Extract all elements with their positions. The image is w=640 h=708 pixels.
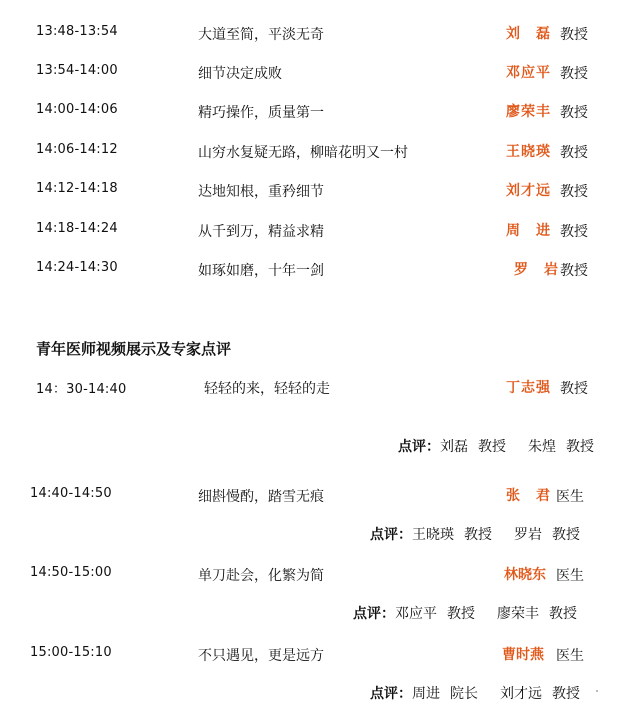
speaker-title: 教授 <box>560 184 588 200</box>
review-line <box>370 524 580 546</box>
reviewer-name: 廖荣丰 <box>497 606 539 622</box>
speaker-name: 刘 磊 <box>506 26 551 42</box>
reviewer-name: 王晓瑛 <box>412 527 454 543</box>
presenter-title: 医生 <box>556 648 584 664</box>
schedule-row <box>0 219 640 243</box>
video-topic: 轻轻的来，轻轻的走 <box>204 381 330 397</box>
speaker-title: 教授 <box>560 105 588 121</box>
time-slot: 14:00-14:06 <box>36 102 118 117</box>
time-slot: 14:06-14:12 <box>36 142 118 157</box>
reviewer-title: 教授 <box>549 606 577 622</box>
time-slot: 14:40-14:50 <box>30 486 112 501</box>
speaker-title: 教授 <box>560 224 588 240</box>
speaker-title: 教授 <box>560 27 588 43</box>
speaker-name: 刘才远 <box>506 183 551 199</box>
video-row <box>0 643 640 667</box>
reviewer-name: 周进 <box>412 686 440 702</box>
speaker-name: 王晓瑛 <box>506 144 551 160</box>
speaker-title: 教授 <box>560 263 588 279</box>
video-row <box>0 376 640 400</box>
time-slot: 13:48-13:54 <box>36 24 118 39</box>
schedule-row <box>0 258 640 282</box>
reviewer-name: 朱煌 <box>528 439 556 455</box>
presenter-name: 曹时燕 <box>502 647 544 663</box>
talk-topic: 细节决定成败 <box>198 66 282 82</box>
section-heading: 青年医师视频展示及专家点评 <box>36 340 232 358</box>
reviewer-name: 邓应平 <box>395 606 437 622</box>
review-label: 点评： <box>398 439 440 455</box>
review-label: 点评： <box>353 606 395 622</box>
review-label: 点评： <box>370 527 412 543</box>
video-row <box>0 563 640 587</box>
time-slot: 14:12-14:18 <box>36 181 118 196</box>
presenter-name: 丁志强 <box>506 380 551 396</box>
speaker-title: 教授 <box>560 145 588 161</box>
schedule-row <box>0 179 640 203</box>
presenter-title: 教授 <box>560 381 588 397</box>
video-topic: 单刀赴会，化繁为简 <box>198 568 324 584</box>
talk-topic: 大道至简，平淡无奇 <box>198 27 324 43</box>
talk-topic: 如琢如磨，十年一剑 <box>198 263 324 279</box>
talk-topic: 达地知根，重矜细节 <box>198 184 324 200</box>
talk-topic: 山穷水复疑无路，柳暗花明又一村 <box>198 145 408 161</box>
speaker-title: 教授 <box>560 66 588 82</box>
video-topic: 细斟慢酌，踏雪无痕 <box>198 489 324 505</box>
presenter-title: 医生 <box>556 568 584 584</box>
schedule-row <box>0 100 640 124</box>
reviewer-title: 教授 <box>552 686 580 702</box>
speaker-name: 周 进 <box>506 223 551 239</box>
speaker-name: 廖荣丰 <box>506 104 551 120</box>
presenter-name: 林晓东 <box>504 567 546 583</box>
time-slot: 13:54-14:00 <box>36 63 118 78</box>
reviewer-name: 刘才远 <box>500 686 542 702</box>
reviewer-title: 教授 <box>464 527 492 543</box>
review-label: 点评： <box>370 686 412 702</box>
reviewer-title: 教授 <box>566 439 594 455</box>
time-slot: 14:24-14:30 <box>36 260 118 275</box>
speaker-name: 邓应平 <box>506 65 551 81</box>
reviewer-name: 刘磊 <box>440 439 468 455</box>
stray-dot <box>596 690 598 692</box>
reviewer-title: 教授 <box>552 527 580 543</box>
reviewer-title: 教授 <box>478 439 506 455</box>
video-topic: 不只遇见，更是远方 <box>198 648 324 664</box>
review-line <box>370 683 580 705</box>
presenter-name: 张 君 <box>506 488 551 504</box>
time-slot: 14:50-15:00 <box>30 565 112 580</box>
review-line <box>398 436 594 458</box>
review-line <box>353 603 577 625</box>
reviewer-title: 院长 <box>450 686 478 702</box>
schedule-row <box>0 140 640 164</box>
talk-topic: 从千到万，精益求精 <box>198 224 324 240</box>
time-slot: 14：30-14:40 <box>36 382 127 397</box>
reviewer-title: 教授 <box>447 606 475 622</box>
video-row <box>0 484 640 508</box>
schedule-row <box>0 61 640 85</box>
presenter-title: 医生 <box>556 489 584 505</box>
time-slot: 15:00-15:10 <box>30 645 112 660</box>
schedule-row <box>0 22 640 46</box>
talk-topic: 精巧操作，质量第一 <box>198 105 324 121</box>
reviewer-name: 罗岩 <box>514 527 542 543</box>
time-slot: 14:18-14:24 <box>36 221 118 236</box>
speaker-name: 罗 岩 <box>514 262 559 278</box>
